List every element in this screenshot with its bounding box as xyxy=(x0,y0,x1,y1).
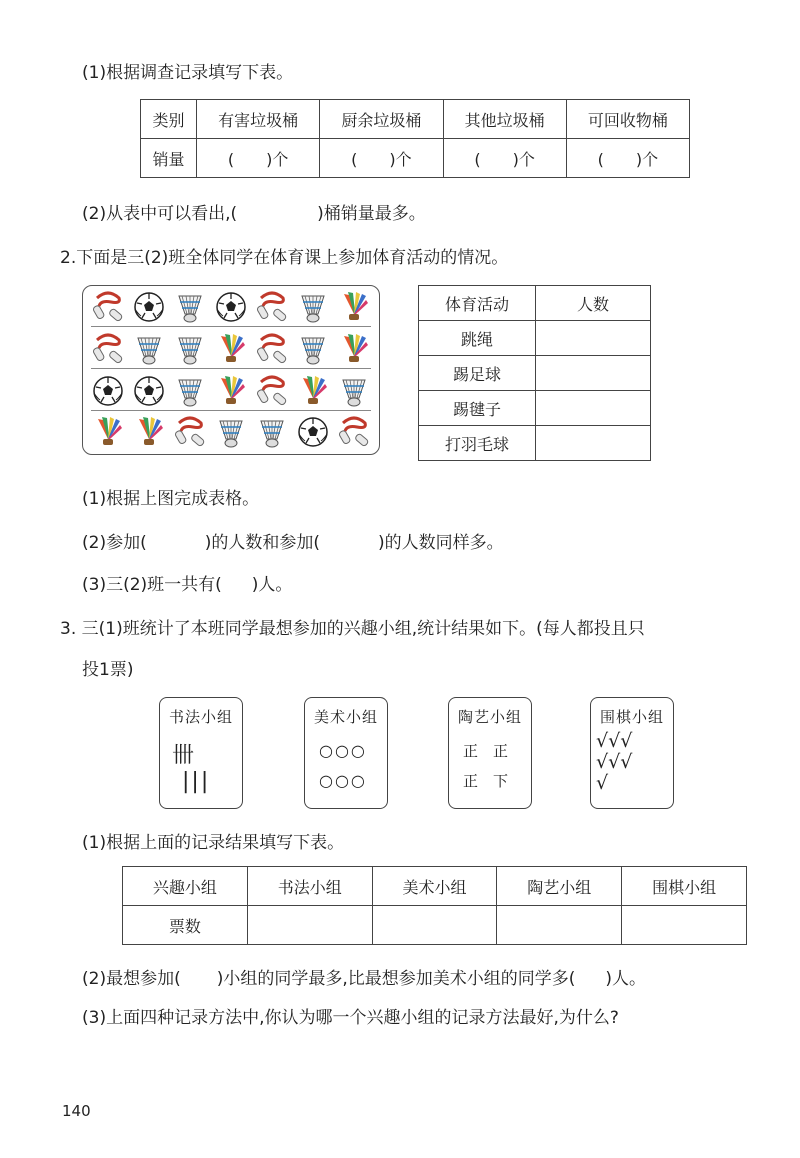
s2-q2-c: )的人数同样多。 xyxy=(377,533,504,553)
s1-table xyxy=(140,99,690,178)
s3-vote-cell-1[interactable] xyxy=(372,906,497,945)
card-art-title: 美术小组 xyxy=(313,708,378,726)
jump-rope-icon xyxy=(91,332,125,366)
soccer-ball-icon xyxy=(132,374,166,408)
s1-col-2: 其他垃圾桶 xyxy=(443,100,566,139)
s1-q2 xyxy=(82,199,426,224)
s2-title: 2.下面是三(2)班全体同学在体育课上参加体育活动的情况。 xyxy=(60,248,509,268)
card-go xyxy=(590,697,674,809)
s1-q1-text: (1)根据调查记录填写下表。 xyxy=(82,63,294,83)
jump-rope-icon xyxy=(255,290,289,324)
s3-q2 xyxy=(82,964,646,989)
s2-header-activity: 体育活动 xyxy=(419,286,536,321)
s1-row-label: 销量 xyxy=(141,139,197,178)
jump-rope-icon xyxy=(173,415,207,449)
page-number: 140 xyxy=(62,1102,91,1120)
picture-row-4 xyxy=(89,413,373,451)
s2-count-cell-0[interactable] xyxy=(536,321,651,356)
s1-q2-suffix: )桶销量最多。 xyxy=(317,204,426,224)
soccer-ball-icon xyxy=(296,415,330,449)
s2-count-cell-3[interactable] xyxy=(536,426,651,461)
pottery-marks-row-1: 正 正 xyxy=(463,742,509,760)
s3-q1-text: (1)根据上面的记录结果填写下表。 xyxy=(82,833,345,853)
s3-q2-a: (2)最想参加( xyxy=(82,969,181,989)
s2-activity-3: 打羽毛球 xyxy=(419,426,536,461)
s1-answer-cell-2[interactable]: ( )个 xyxy=(443,139,566,178)
jump-rope-icon xyxy=(337,415,371,449)
go-checks-row-1: √√√ xyxy=(596,730,633,752)
calligraphy-tally-five: 卌 xyxy=(172,743,197,768)
card-art xyxy=(304,697,388,809)
s3-col-0: 书法小组 xyxy=(247,867,372,906)
s1-answer-cell-0[interactable]: ( )个 xyxy=(197,139,320,178)
s2-activity-0: 跳绳 xyxy=(419,321,536,356)
s1-col-1: 厨余垃圾桶 xyxy=(320,100,443,139)
s2-count-cell-1[interactable] xyxy=(536,356,651,391)
s3-q2-b: )小组的同学最多,比最想参加美术小组的同学多( xyxy=(216,969,576,989)
s2-header-count: 人数 xyxy=(536,286,651,321)
jianzi-icon xyxy=(337,332,371,366)
picture-row-2 xyxy=(89,330,373,368)
s1-col-3: 可回收物桶 xyxy=(566,100,689,139)
s2-activity-2: 踢毽子 xyxy=(419,391,536,426)
card-calligraphy-title: 书法小组 xyxy=(168,708,233,726)
s1-q2-prefix: (2)从表中可以看出,( xyxy=(82,204,238,224)
s1-col-0: 有害垃圾桶 xyxy=(197,100,320,139)
s3-vote-cell-3[interactable] xyxy=(622,906,747,945)
s2-q2 xyxy=(82,528,504,553)
jump-rope-icon xyxy=(255,374,289,408)
soccer-ball-icon xyxy=(214,290,248,324)
jianzi-icon xyxy=(91,415,125,449)
shuttlecock-icon xyxy=(173,290,207,324)
s2-q2-b: )的人数和参加( xyxy=(204,533,320,553)
card-calligraphy xyxy=(159,697,243,809)
s3-col-2: 陶艺小组 xyxy=(497,867,622,906)
shuttlecock-icon xyxy=(296,332,330,366)
calligraphy-tally-three: ||| xyxy=(182,769,211,794)
s3-q3-text: (3)上面四种记录方法中,你认为哪一个兴趣小组的记录方法最好,为什么? xyxy=(82,1008,619,1028)
jianzi-icon xyxy=(337,290,371,324)
card-pottery xyxy=(448,697,532,809)
shuttlecock-icon xyxy=(337,374,371,408)
art-circles-row-2: ○○○ xyxy=(319,771,367,790)
s2-count-cell-2[interactable] xyxy=(536,391,651,426)
s3-col-1: 美术小组 xyxy=(372,867,497,906)
shuttlecock-icon xyxy=(296,290,330,324)
s3-row-label: 票数 xyxy=(123,906,248,945)
pottery-marks-row-2: 正 下 xyxy=(463,772,509,790)
card-go-title: 围棋小组 xyxy=(599,708,664,726)
art-circles-row-1: ○○○ xyxy=(319,741,367,760)
jump-rope-icon xyxy=(91,290,125,324)
picture-row-3 xyxy=(89,372,373,410)
s2-activity-1: 踢足球 xyxy=(419,356,536,391)
jianzi-icon xyxy=(214,332,248,366)
shuttlecock-icon xyxy=(173,374,207,408)
shuttlecock-icon xyxy=(132,332,166,366)
s1-answer-cell-3[interactable]: ( )个 xyxy=(566,139,689,178)
s1-answer-cell-1[interactable]: ( )个 xyxy=(320,139,443,178)
jianzi-icon xyxy=(132,415,166,449)
s2-table xyxy=(418,285,651,461)
shuttlecock-icon xyxy=(214,415,248,449)
s3-title-line2: 投1票) xyxy=(82,660,134,680)
s3-q2-c: )人。 xyxy=(605,969,647,989)
s3-vote-cell-0[interactable] xyxy=(247,906,372,945)
s3-col-3: 围棋小组 xyxy=(622,867,747,906)
s2-q1-text: (1)根据上图完成表格。 xyxy=(82,489,260,509)
go-checks-row-2: √√√ xyxy=(596,751,633,773)
s2-q3-a: (3)三(2)班一共有( xyxy=(82,575,222,595)
jianzi-icon xyxy=(296,374,330,408)
card-pottery-title: 陶艺小组 xyxy=(457,708,522,726)
go-checks-row-3: √ xyxy=(596,772,609,794)
shuttlecock-icon xyxy=(255,415,289,449)
s2-q2-a: (2)参加( xyxy=(82,533,147,553)
shuttlecock-icon xyxy=(173,332,207,366)
s3-table xyxy=(122,866,747,945)
s2-q3-b: )人。 xyxy=(251,575,293,595)
s3-vote-cell-2[interactable] xyxy=(497,906,622,945)
s3-header-label: 兴趣小组 xyxy=(123,867,248,906)
picture-row-1 xyxy=(89,288,373,326)
activity-picture xyxy=(82,285,380,455)
s2-q3 xyxy=(82,570,292,595)
s3-title-line1: 3. 三(1)班统计了本班同学最想参加的兴趣小组,统计结果如下。(每人都投且只 xyxy=(60,619,645,639)
s1-header-label: 类别 xyxy=(141,100,197,139)
soccer-ball-icon xyxy=(91,374,125,408)
jianzi-icon xyxy=(214,374,248,408)
soccer-ball-icon xyxy=(132,290,166,324)
jump-rope-icon xyxy=(255,332,289,366)
